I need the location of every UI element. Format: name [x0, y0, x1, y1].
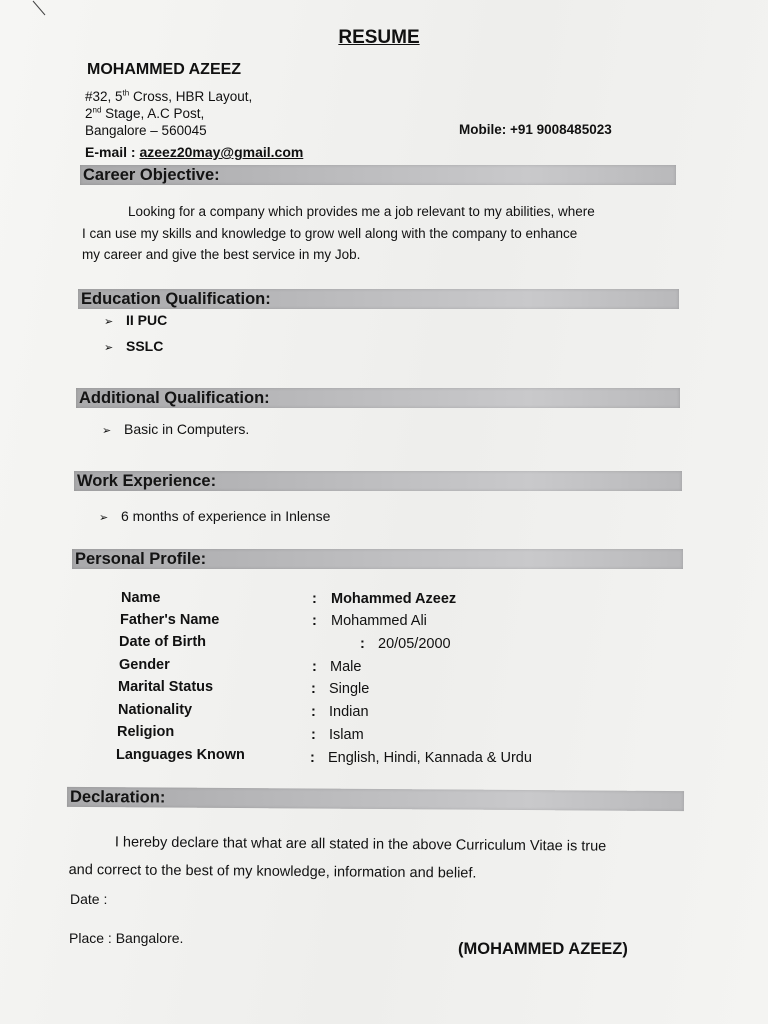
- profile-colon: :: [311, 704, 316, 720]
- email-label: E-mail :: [85, 144, 140, 160]
- profile-value-name: Mohammed Azeez: [331, 591, 457, 607]
- education-item: ➢ SSLC: [104, 338, 164, 354]
- profile-label-marital-status: Marital Status: [118, 679, 214, 695]
- candidate-name: MOHAMMED AZEEZ: [87, 61, 242, 78]
- mobile-number: Mobile: +91 9008485023: [459, 122, 612, 137]
- profile-colon: :: [312, 659, 317, 675]
- section-header-education: Education Qualification:: [78, 289, 679, 309]
- profile-label-father: Father's Name: [120, 612, 220, 628]
- pen-mark: [32, 0, 48, 16]
- profile-colon: :: [312, 613, 317, 629]
- arrow-bullet-icon: ➢: [104, 342, 114, 354]
- work-item: ➢ 6 months of experience in Inlense: [99, 508, 331, 524]
- profile-value-religion: Islam: [329, 727, 364, 743]
- career-objective-text: Looking for a company which provides me a job relevant to my abilities, where I can use my skills and knowledge to grow well along with the company to enhance my career and give the best service in my Job.: [82, 204, 595, 262]
- profile-value-languages: English, Hindi, Kannada & Urdu: [328, 750, 532, 766]
- section-header-work-experience: Work Experience:: [74, 471, 682, 491]
- signature-name: (MOHAMMED AZEEZ): [458, 940, 628, 958]
- additional-item: ➢ Basic in Computers.: [102, 421, 250, 437]
- section-header-additional-qualification: Additional Qualification:: [76, 388, 680, 408]
- profile-value-father: Mohammed Ali: [331, 613, 427, 629]
- profile-label-dob: Date of Birth: [119, 634, 206, 650]
- profile-label-religion: Religion: [117, 724, 175, 740]
- profile-colon: :: [311, 681, 316, 697]
- date-label: Date :: [70, 891, 108, 907]
- email-address: azeez20may@gmail.com: [139, 144, 304, 160]
- education-item: ➢ II PUC: [104, 312, 168, 328]
- email-line: [85, 144, 303, 160]
- profile-colon: :: [311, 727, 316, 743]
- section-header-career-objective: Career Objective:: [80, 165, 676, 185]
- arrow-bullet-icon: ➢: [102, 425, 112, 437]
- profile-colon: :: [310, 750, 315, 766]
- profile-value-nationality: Indian: [329, 704, 369, 720]
- section-header-personal-profile: Personal Profile:: [72, 549, 683, 569]
- profile-value-gender: Male: [330, 659, 362, 675]
- profile-value-marital-status: Single: [329, 681, 370, 697]
- profile-label-gender: Gender: [119, 657, 170, 673]
- address-line-3: Bangalore – 560045: [85, 123, 207, 138]
- document-title: RESUME: [338, 27, 420, 48]
- profile-label-languages: Languages Known: [116, 747, 245, 763]
- declaration-text: I hereby declare that what are all stated in the above Curriculum Vitae is true and correct to the best of my knowledge, information and belief.: [68, 834, 607, 882]
- profile-value-dob: 20/05/2000: [378, 636, 451, 652]
- address-line-2: 2nd Stage, A.C Post,: [85, 105, 205, 121]
- section-header-declaration: Declaration:: [67, 787, 684, 811]
- profile-label-nationality: Nationality: [118, 702, 193, 718]
- profile-colon: :: [360, 636, 365, 652]
- profile-label-name: Name: [121, 590, 161, 606]
- profile-colon: :: [312, 591, 317, 607]
- arrow-bullet-icon: ➢: [99, 512, 109, 524]
- arrow-bullet-icon: ➢: [104, 316, 114, 328]
- address-line-1: #32, 5th Cross, HBR Layout,: [85, 88, 253, 104]
- place-label: Place : Bangalore.: [69, 930, 184, 946]
